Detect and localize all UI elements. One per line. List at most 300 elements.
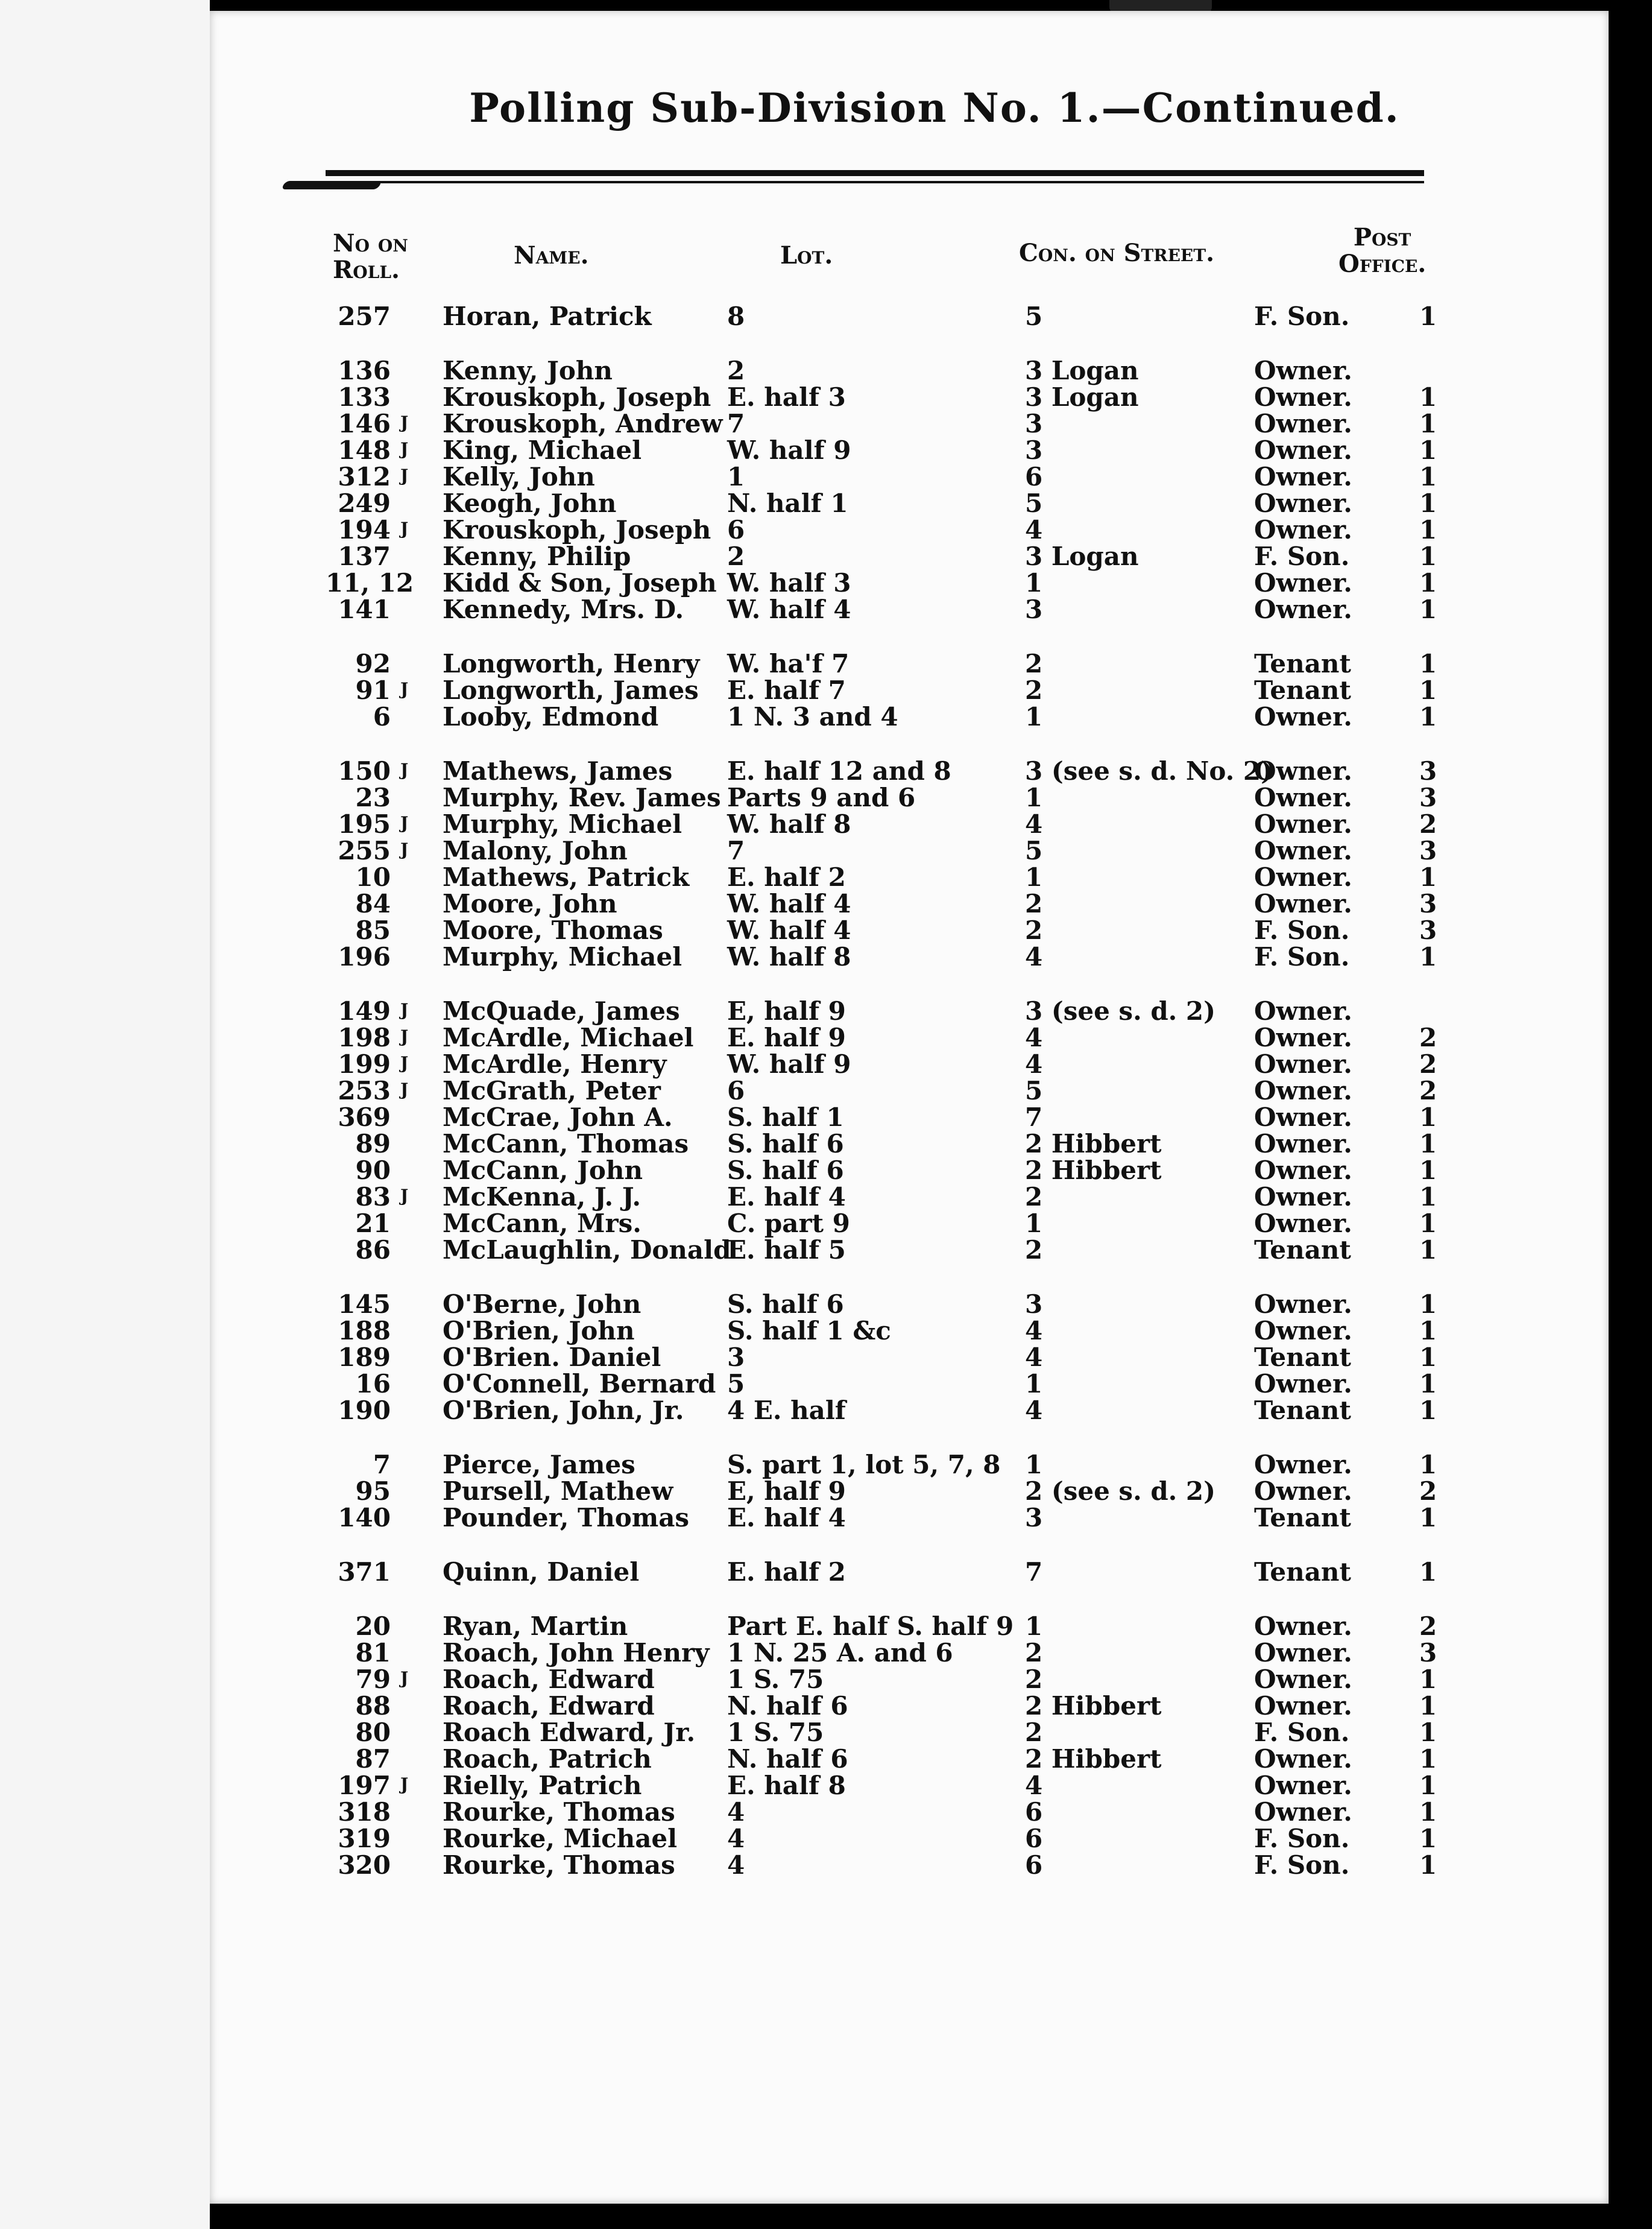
cell-po: 2 [1419, 1476, 1437, 1506]
cell-con: 3 Logan [1025, 382, 1139, 412]
cell-roll: 6 [373, 702, 391, 732]
cell-j: J [400, 839, 409, 859]
table-row [0, 1797, 1652, 1827]
cell-name: McArdle, Henry [443, 1049, 667, 1079]
cell-name: McLaughlin, Donald [443, 1235, 731, 1265]
cell-roll: 312 [338, 462, 391, 492]
cell-lot: 5 [727, 1369, 745, 1399]
table-row [0, 1611, 1652, 1641]
cell-lot: W. half 3 [727, 568, 851, 598]
table-row [0, 1316, 1652, 1345]
cell-roll: 189 [338, 1342, 391, 1372]
cell-con: 2 Hibbert [1025, 1691, 1162, 1721]
cell-con: 2 Hibbert [1025, 1744, 1162, 1774]
cell-po: 1 [1419, 382, 1437, 412]
table-row [0, 542, 1652, 571]
cell-status: Owner. [1254, 836, 1352, 865]
table-row [0, 756, 1652, 786]
table-row [0, 1369, 1652, 1399]
table-row [0, 889, 1652, 918]
cell-name: Murphy, Michael [443, 809, 683, 839]
cell-status: Owner. [1254, 568, 1352, 598]
table-row [0, 862, 1652, 892]
cell-con: 3 [1025, 595, 1043, 624]
table-row [0, 1771, 1652, 1800]
cell-roll: 253 [338, 1076, 391, 1105]
cell-status: Owner. [1254, 1289, 1352, 1319]
cell-po: 1 [1419, 1665, 1437, 1694]
cell-con: 2 (see s. d. 2) [1025, 1476, 1216, 1506]
cell-con: 2 [1025, 889, 1043, 918]
cell-roll: 140 [338, 1503, 391, 1532]
cell-status: Owner. [1254, 1049, 1352, 1079]
cell-status: Owner. [1254, 356, 1352, 385]
table-row [0, 1049, 1652, 1079]
cell-name: Krouskoph, Joseph [443, 515, 711, 545]
cell-name: Krouskoph, Joseph [443, 382, 711, 412]
cell-status: Owner. [1254, 1209, 1352, 1238]
cell-po: 1 [1419, 409, 1437, 438]
cell-roll: 137 [338, 542, 391, 571]
cell-status: Owner. [1254, 702, 1352, 732]
cell-name: Mathews, James [443, 756, 673, 786]
cell-po: 1 [1419, 1503, 1437, 1532]
cell-name: Kidd & Son, Joseph [443, 568, 717, 598]
cell-name: Quinn, Daniel [443, 1557, 640, 1587]
cell-roll: 141 [338, 595, 391, 624]
cell-con: 5 [1025, 488, 1043, 518]
cell-roll: 11, 12 [326, 568, 414, 598]
column-header-name: Name. [514, 241, 589, 270]
cell-status: Owner. [1254, 1638, 1352, 1668]
cell-status: Owner. [1254, 1129, 1352, 1159]
cell-lot: E. half 12 and 8 [727, 756, 951, 786]
table-row [0, 1744, 1652, 1774]
cell-con: 1 [1025, 862, 1043, 892]
cell-lot: S. half 6 [727, 1129, 844, 1159]
cell-con: 1 [1025, 568, 1043, 598]
cell-roll: 195 [338, 809, 391, 839]
cell-roll: 320 [338, 1850, 391, 1880]
table-row [0, 1824, 1652, 1853]
cell-con: 3 [1025, 409, 1043, 438]
cell-name: Longworth, James [443, 675, 699, 705]
cell-roll: 188 [338, 1316, 391, 1345]
cell-status: Tenant [1254, 675, 1351, 705]
table-row [0, 462, 1652, 492]
cell-status: Owner. [1254, 1102, 1352, 1132]
cell-con: 7 [1025, 1557, 1043, 1587]
cell-con: 3 [1025, 1503, 1043, 1532]
cell-po: 1 [1419, 649, 1437, 678]
cell-po: 1 [1419, 1691, 1437, 1721]
cell-lot: 3 [727, 1342, 745, 1372]
cell-po: 1 [1419, 1850, 1437, 1880]
cell-lot: W. half 9 [727, 1049, 851, 1079]
cell-roll: 369 [338, 1102, 391, 1132]
cell-j: J [400, 519, 409, 539]
cell-status: Owner. [1254, 462, 1352, 492]
cell-con: 2 [1025, 1182, 1043, 1212]
cell-roll: 150 [338, 756, 391, 786]
cell-con: 2 [1025, 915, 1043, 945]
cell-status: Owner. [1254, 756, 1352, 786]
cell-status: Owner. [1254, 862, 1352, 892]
page-title: Polling Sub-Division No. 1.—Continued. [469, 84, 1400, 131]
cell-roll: 257 [338, 302, 391, 331]
table-row [0, 1396, 1652, 1425]
cell-roll: 198 [338, 1023, 391, 1052]
cell-po: 1 [1419, 1824, 1437, 1853]
cell-status: Owner. [1254, 1156, 1352, 1185]
cell-roll: 197 [338, 1771, 391, 1800]
cell-con: 3 Logan [1025, 542, 1139, 571]
cell-name: Kenny, Philip [443, 542, 631, 571]
cell-po: 1 [1419, 1771, 1437, 1800]
cell-con: 2 [1025, 1638, 1043, 1668]
cell-roll: 20 [355, 1611, 391, 1641]
cell-con: 4 [1025, 1316, 1043, 1345]
table-row [0, 1156, 1652, 1185]
cell-lot: S. half 1 [727, 1102, 844, 1132]
cell-con: 2 Hibbert [1025, 1156, 1162, 1185]
cell-name: Pursell, Mathew [443, 1476, 673, 1506]
cell-status: Owner. [1254, 435, 1352, 465]
cell-roll: 194 [338, 515, 391, 545]
cell-lot: 4 [727, 1824, 745, 1853]
cell-name: Kennedy, Mrs. D. [443, 595, 684, 624]
cell-name: Pounder, Thomas [443, 1503, 690, 1532]
table-row [0, 1691, 1652, 1721]
cell-status: F. Son. [1254, 1718, 1350, 1747]
cell-con: 4 [1025, 1342, 1043, 1372]
cell-roll: 87 [355, 1744, 391, 1774]
cell-lot: W. half 8 [727, 942, 851, 972]
cell-lot: E, half 9 [727, 996, 846, 1026]
cell-po: 3 [1419, 1638, 1437, 1668]
cell-roll: 80 [355, 1718, 391, 1747]
table-row [0, 1557, 1652, 1587]
cell-name: Keogh, John [443, 488, 617, 518]
cell-j: J [400, 679, 409, 699]
cell-roll: 199 [338, 1049, 391, 1079]
table-row [0, 1450, 1652, 1479]
cell-con: 4 [1025, 1396, 1043, 1425]
cell-con: 2 [1025, 1235, 1043, 1265]
cell-name: Roach Edward, Jr. [443, 1718, 696, 1747]
cell-po: 1 [1419, 1182, 1437, 1212]
cell-name: Looby, Edmond [443, 702, 659, 732]
cell-roll: 89 [355, 1129, 391, 1159]
cell-lot: N. half 6 [727, 1744, 848, 1774]
table-row [0, 1503, 1652, 1532]
cell-name: Malony, John [443, 836, 628, 865]
cell-po: 2 [1419, 1611, 1437, 1641]
cell-name: McCann, Thomas [443, 1129, 689, 1159]
cell-roll: 148 [338, 435, 391, 465]
cell-lot: 1 S. 75 [727, 1665, 824, 1694]
cell-po: 1 [1419, 568, 1437, 598]
cell-roll: 23 [355, 783, 391, 812]
table-row [0, 1289, 1652, 1319]
cell-j: J [400, 813, 409, 833]
table-row [0, 915, 1652, 945]
cell-po: 1 [1419, 542, 1437, 571]
cell-con: 6 [1025, 1797, 1043, 1827]
cell-roll: 83 [355, 1182, 391, 1212]
cell-con: 3 Logan [1025, 356, 1139, 385]
cell-roll: 95 [355, 1476, 391, 1506]
cell-con: 3 (see s. d. No. 2) [1025, 756, 1273, 786]
table-row [0, 1102, 1652, 1132]
cell-con: 2 [1025, 1718, 1043, 1747]
table-row [0, 435, 1652, 465]
cell-name: Krouskoph, Andrew [443, 409, 723, 438]
cell-po: 2 [1419, 809, 1437, 839]
cell-status: Owner. [1254, 1771, 1352, 1800]
cell-j: J [400, 413, 409, 432]
cell-name: Murphy, Rev. James [443, 783, 721, 812]
cell-con: 7 [1025, 1102, 1043, 1132]
cell-status: Tenant [1254, 1342, 1351, 1372]
cell-po: 1 [1419, 1557, 1437, 1587]
cell-lot: S. half 6 [727, 1156, 844, 1185]
cell-name: O'Connell, Bernard [443, 1369, 716, 1399]
cell-po: 2 [1419, 1049, 1437, 1079]
cell-lot: 7 [727, 836, 745, 865]
cell-name: O'Brien, John, Jr. [443, 1396, 684, 1425]
cell-status: Owner. [1254, 515, 1352, 545]
cell-con: 6 [1025, 1824, 1043, 1853]
cell-po: 1 [1419, 1450, 1437, 1479]
cell-lot: E. half 2 [727, 862, 846, 892]
cell-status: Owner. [1254, 783, 1352, 812]
cell-name: Horan, Patrick [443, 302, 652, 331]
cell-lot: N. half 1 [727, 488, 848, 518]
cell-lot: W. half 4 [727, 889, 851, 918]
table-row [0, 356, 1652, 385]
cell-po: 1 [1419, 1797, 1437, 1827]
cell-j: J [400, 1053, 409, 1073]
cell-roll: 371 [338, 1557, 391, 1587]
table-row [0, 1023, 1652, 1052]
cell-roll: 81 [355, 1638, 391, 1668]
cell-po: 1 [1419, 1342, 1437, 1372]
cell-status: Owner. [1254, 809, 1352, 839]
cell-roll: 88 [355, 1691, 391, 1721]
cell-po: 1 [1419, 488, 1437, 518]
cell-roll: 318 [338, 1797, 391, 1827]
cell-name: Mathews, Patrick [443, 862, 690, 892]
cell-roll: 7 [373, 1450, 391, 1479]
cell-con: 4 [1025, 1049, 1043, 1079]
cell-status: Tenant [1254, 649, 1351, 678]
cell-name: Rourke, Thomas [443, 1797, 675, 1827]
table-row [0, 1665, 1652, 1694]
cell-status: Owner. [1254, 1316, 1352, 1345]
cell-roll: 21 [355, 1209, 391, 1238]
cell-lot: E. half 2 [727, 1557, 846, 1587]
cell-name: McCann, Mrs. [443, 1209, 642, 1238]
cell-con: 3 (see s. d. 2) [1025, 996, 1216, 1026]
cell-status: Owner. [1254, 382, 1352, 412]
cell-j: J [400, 1080, 409, 1099]
cell-name: McQuade, James [443, 996, 680, 1026]
cell-name: Kelly, John [443, 462, 595, 492]
cell-j: J [400, 760, 409, 780]
cell-con: 5 [1025, 836, 1043, 865]
cell-lot: Parts 9 and 6 [727, 783, 916, 812]
cell-status: Owner. [1254, 488, 1352, 518]
cell-name: Longworth, Henry [443, 649, 700, 678]
cell-con: 3 [1025, 1289, 1043, 1319]
cell-lot: 7 [727, 409, 745, 438]
cell-status: Owner. [1254, 996, 1352, 1026]
cell-status: Owner. [1254, 1665, 1352, 1694]
table-row [0, 1718, 1652, 1747]
cell-status: F. Son. [1254, 302, 1350, 331]
cell-lot: 4 [727, 1797, 745, 1827]
cell-status: F. Son. [1254, 915, 1350, 945]
cell-status: F. Son. [1254, 942, 1350, 972]
cell-roll: 91 [355, 675, 391, 705]
cell-j: J [400, 1000, 409, 1020]
cell-con: 2 [1025, 649, 1043, 678]
cell-lot: 4 [727, 1850, 745, 1880]
cell-j: J [400, 1774, 409, 1794]
cell-po: 3 [1419, 889, 1437, 918]
cell-name: McArdle, Michael [443, 1023, 694, 1052]
cell-name: Ryan, Martin [443, 1611, 628, 1641]
cell-po: 2 [1419, 1023, 1437, 1052]
cell-roll: 16 [355, 1369, 391, 1399]
cell-con: 2 Hibbert [1025, 1129, 1162, 1159]
cell-po: 1 [1419, 1289, 1437, 1319]
cell-lot: 2 [727, 542, 745, 571]
cell-con: 4 [1025, 515, 1043, 545]
cell-roll: 255 [338, 836, 391, 865]
cell-lot: 8 [727, 302, 745, 331]
cell-j: J [400, 439, 409, 459]
cell-name: Moore, John [443, 889, 617, 918]
heading-rule [326, 170, 1424, 183]
cell-po: 1 [1419, 1129, 1437, 1159]
cell-lot: E. half 4 [727, 1503, 846, 1532]
cell-name: Rourke, Michael [443, 1824, 678, 1853]
cell-lot: W. half 4 [727, 915, 851, 945]
cell-lot: E. half 3 [727, 382, 846, 412]
cell-lot: W. half 4 [727, 595, 851, 624]
cell-lot: E. half 5 [727, 1235, 846, 1265]
table-row [0, 702, 1652, 732]
cell-po: 1 [1419, 1718, 1437, 1747]
cell-lot: E. half 4 [727, 1182, 846, 1212]
cell-con: 3 [1025, 435, 1043, 465]
table-row [0, 1476, 1652, 1506]
cell-roll: 86 [355, 1235, 391, 1265]
cell-status: F. Son. [1254, 1824, 1350, 1853]
cell-roll: 92 [355, 649, 391, 678]
table-row [0, 1129, 1652, 1159]
cell-po: 1 [1419, 675, 1437, 705]
cell-con: 4 [1025, 942, 1043, 972]
cell-roll: 79 [355, 1665, 391, 1694]
cell-lot: 2 [727, 356, 745, 385]
cell-lot: 6 [727, 1076, 745, 1105]
cell-status: Tenant [1254, 1503, 1351, 1532]
column-header-roll: No on Roll. [333, 229, 408, 284]
cell-lot: N. half 6 [727, 1691, 848, 1721]
cell-lot: 6 [727, 515, 745, 545]
cell-po: 1 [1419, 702, 1437, 732]
cell-name: McGrath, Peter [443, 1076, 661, 1105]
cell-lot: E. half 9 [727, 1023, 846, 1052]
cell-roll: 190 [338, 1396, 391, 1425]
cell-po: 1 [1419, 862, 1437, 892]
cell-po: 1 [1419, 1235, 1437, 1265]
cell-status: Tenant [1254, 1235, 1351, 1265]
cell-roll: 146 [338, 409, 391, 438]
cell-lot: E. half 8 [727, 1771, 846, 1800]
cell-roll: 249 [338, 488, 391, 518]
table-row [0, 1235, 1652, 1265]
cell-status: Owner. [1254, 1369, 1352, 1399]
rule-flourish [281, 181, 382, 189]
cell-status: Tenant [1254, 1396, 1351, 1425]
cell-po: 1 [1419, 1369, 1437, 1399]
cell-name: Pierce, James [443, 1450, 635, 1479]
table-row [0, 568, 1652, 598]
cell-lot: 1 [727, 462, 745, 492]
cell-con: 4 [1025, 1023, 1043, 1052]
table-row [0, 1209, 1652, 1238]
cell-status: Owner. [1254, 1611, 1352, 1641]
cell-po: 1 [1419, 1316, 1437, 1345]
cell-po: 1 [1419, 942, 1437, 972]
cell-roll: 149 [338, 996, 391, 1026]
cell-name: McCrae, John A. [443, 1102, 673, 1132]
cell-lot: C. part 9 [727, 1209, 850, 1238]
cell-status: Owner. [1254, 409, 1352, 438]
cell-lot: S. part 1, lot 5, 7, 8 [727, 1450, 1001, 1479]
cell-lot: W. ha'f 7 [727, 649, 850, 678]
cell-name: Moore, Thomas [443, 915, 663, 945]
table-row [0, 809, 1652, 839]
cell-lot: E, half 9 [727, 1476, 846, 1506]
table-row [0, 996, 1652, 1026]
cell-lot: E. half 7 [727, 675, 846, 705]
cell-con: 6 [1025, 1850, 1043, 1880]
cell-con: 1 [1025, 1611, 1043, 1641]
cell-con: 5 [1025, 1076, 1043, 1105]
cell-po: 1 [1419, 435, 1437, 465]
cell-po: 1 [1419, 515, 1437, 545]
cell-name: Roach, John Henry [443, 1638, 710, 1668]
cell-con: 1 [1025, 1209, 1043, 1238]
cell-roll: 133 [338, 382, 391, 412]
cell-con: 1 [1025, 1369, 1043, 1399]
table-row [0, 649, 1652, 678]
column-header-con: Con. on Street. [1019, 239, 1215, 267]
table-row [0, 595, 1652, 624]
cell-name: McKenna, J. J. [443, 1182, 641, 1212]
cell-con: 1 [1025, 1450, 1043, 1479]
cell-con: 4 [1025, 809, 1043, 839]
cell-con: 1 [1025, 702, 1043, 732]
cell-j: J [400, 466, 409, 485]
cell-name: Roach, Edward [443, 1665, 655, 1694]
table-row [0, 488, 1652, 518]
